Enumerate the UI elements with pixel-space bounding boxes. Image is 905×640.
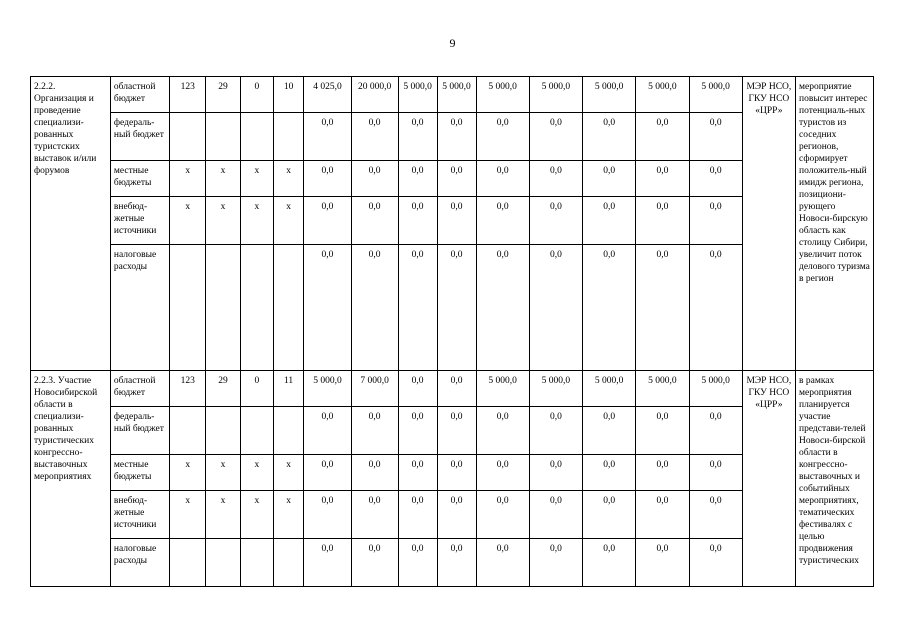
value-cell: 0,0: [304, 245, 351, 371]
value-cell: 0,0: [437, 539, 476, 587]
value-cell: 0,0: [689, 197, 742, 245]
code-cell: [273, 113, 304, 161]
code-cell: 29: [206, 77, 241, 113]
value-cell: 0,0: [398, 539, 437, 587]
value-cell: 5 000,0: [476, 371, 529, 407]
value-cell: 0,0: [636, 539, 689, 587]
value-cell: 0,0: [529, 245, 582, 371]
measure-name: 2.2.2. Организация и проведение специализи-рованных туристских выставок и/или форумов: [31, 77, 111, 371]
value-cell: 0,0: [689, 407, 742, 455]
value-cell: 0,0: [583, 245, 636, 371]
value-cell: 0,0: [689, 455, 742, 491]
budget-table: [30, 76, 874, 587]
code-cell: [240, 245, 273, 371]
code-cell: [240, 113, 273, 161]
value-cell: 0,0: [476, 197, 529, 245]
value-cell: 5 000,0: [529, 77, 582, 113]
value-cell: 0,0: [351, 197, 398, 245]
funding-source: федераль-ный бюджет: [110, 407, 169, 455]
funding-source: местные бюджеты: [110, 455, 169, 491]
value-cell: 0,0: [529, 161, 582, 197]
value-cell: 0,0: [476, 491, 529, 539]
page-number: 9: [449, 36, 456, 50]
value-cell: 0,0: [304, 197, 351, 245]
value-cell: 0,0: [398, 491, 437, 539]
value-cell: 0,0: [636, 245, 689, 371]
code-cell: [170, 407, 206, 455]
code-cell: x: [170, 455, 206, 491]
code-cell: 0: [240, 77, 273, 113]
value-cell: 5 000,0: [437, 77, 476, 113]
code-cell: [240, 407, 273, 455]
value-cell: 0,0: [351, 455, 398, 491]
responsible-executor: МЭР НСО, ГКУ НСО «ЦРР»: [742, 371, 795, 587]
value-cell: 0,0: [437, 245, 476, 371]
value-cell: 0,0: [636, 491, 689, 539]
value-cell: 0,0: [636, 407, 689, 455]
value-cell: 5 000,0: [398, 77, 437, 113]
value-cell: 0,0: [529, 113, 582, 161]
value-cell: 0,0: [636, 161, 689, 197]
code-cell: [206, 407, 241, 455]
value-cell: 4 025,0: [304, 77, 351, 113]
code-cell: x: [206, 455, 241, 491]
code-cell: [273, 245, 304, 371]
value-cell: 0,0: [398, 371, 437, 407]
value-cell: 0,0: [398, 113, 437, 161]
value-cell: 0,0: [304, 407, 351, 455]
value-cell: 0,0: [437, 161, 476, 197]
value-cell: 0,0: [529, 407, 582, 455]
funding-source: налоговые расходы: [110, 245, 169, 371]
code-cell: 11: [273, 371, 304, 407]
value-cell: 0,0: [304, 539, 351, 587]
code-cell: x: [170, 161, 206, 197]
funding-source: федераль-ный бюджет: [110, 113, 169, 161]
code-cell: x: [240, 197, 273, 245]
value-cell: 0,0: [476, 455, 529, 491]
value-cell: 0,0: [529, 197, 582, 245]
value-cell: 0,0: [529, 491, 582, 539]
table-row: [31, 371, 874, 407]
value-cell: 0,0: [583, 491, 636, 539]
value-cell: 0,0: [437, 113, 476, 161]
value-cell: 0,0: [689, 539, 742, 587]
value-cell: 0,0: [437, 455, 476, 491]
funding-source: внебюд-жетные источники: [110, 491, 169, 539]
value-cell: 0,0: [636, 197, 689, 245]
code-cell: x: [240, 491, 273, 539]
value-cell: 0,0: [583, 197, 636, 245]
value-cell: 0,0: [351, 407, 398, 455]
value-cell: 5 000,0: [636, 77, 689, 113]
code-cell: [170, 113, 206, 161]
code-cell: [206, 113, 241, 161]
value-cell: 0,0: [351, 245, 398, 371]
value-cell: 0,0: [476, 113, 529, 161]
code-cell: x: [170, 197, 206, 245]
code-cell: 10: [273, 77, 304, 113]
value-cell: 0,0: [437, 407, 476, 455]
value-cell: 0,0: [636, 455, 689, 491]
code-cell: x: [206, 491, 241, 539]
code-cell: [273, 539, 304, 587]
code-cell: x: [273, 455, 304, 491]
code-cell: 0: [240, 371, 273, 407]
value-cell: 0,0: [351, 113, 398, 161]
value-cell: 0,0: [437, 197, 476, 245]
value-cell: 0,0: [689, 245, 742, 371]
value-cell: 5 000,0: [583, 371, 636, 407]
value-cell: 5 000,0: [583, 77, 636, 113]
funding-source: местные бюджеты: [110, 161, 169, 197]
value-cell: 0,0: [689, 161, 742, 197]
value-cell: 0,0: [689, 113, 742, 161]
code-cell: [206, 245, 241, 371]
value-cell: 5 000,0: [636, 371, 689, 407]
value-cell: 0,0: [583, 161, 636, 197]
value-cell: 0,0: [476, 407, 529, 455]
responsible-executor: МЭР НСО, ГКУ НСО «ЦРР»: [742, 77, 795, 371]
value-cell: 7 000,0: [351, 371, 398, 407]
code-cell: x: [240, 161, 273, 197]
value-cell: 20 000,0: [351, 77, 398, 113]
value-cell: 0,0: [351, 491, 398, 539]
funding-source: налоговые расходы: [110, 539, 169, 587]
code-cell: [170, 539, 206, 587]
value-cell: 5 000,0: [689, 371, 742, 407]
value-cell: 0,0: [304, 491, 351, 539]
table-body: [31, 77, 874, 587]
value-cell: 0,0: [583, 539, 636, 587]
value-cell: 0,0: [398, 197, 437, 245]
code-cell: x: [273, 197, 304, 245]
value-cell: 0,0: [583, 113, 636, 161]
code-cell: [240, 539, 273, 587]
code-cell: 123: [170, 371, 206, 407]
value-cell: 0,0: [398, 455, 437, 491]
code-cell: 123: [170, 77, 206, 113]
table-row: [31, 77, 874, 113]
value-cell: 0,0: [351, 539, 398, 587]
value-cell: 5 000,0: [689, 77, 742, 113]
value-cell: 0,0: [689, 491, 742, 539]
code-cell: x: [240, 455, 273, 491]
code-cell: 29: [206, 371, 241, 407]
value-cell: 0,0: [529, 455, 582, 491]
value-cell: 0,0: [304, 455, 351, 491]
funding-source: областной бюджет: [110, 77, 169, 113]
code-cell: [170, 245, 206, 371]
value-cell: 0,0: [437, 491, 476, 539]
value-cell: 0,0: [529, 539, 582, 587]
value-cell: 5 000,0: [529, 371, 582, 407]
value-cell: 0,0: [636, 113, 689, 161]
value-cell: 0,0: [398, 407, 437, 455]
code-cell: x: [170, 491, 206, 539]
value-cell: 0,0: [304, 113, 351, 161]
value-cell: 5 000,0: [476, 77, 529, 113]
value-cell: 0,0: [476, 539, 529, 587]
value-cell: 0,0: [583, 455, 636, 491]
value-cell: 0,0: [437, 371, 476, 407]
value-cell: 0,0: [398, 161, 437, 197]
funding-source: внебюд-жетные источники: [110, 197, 169, 245]
expected-result: в рамках мероприятия планируется участие представи-телей Новоси-бирской области в конгрессно-выставочных и событийных мероприятиях, тематических фестивалях с целью продвижения туристических: [796, 371, 874, 587]
value-cell: 0,0: [304, 161, 351, 197]
code-cell: [273, 407, 304, 455]
code-cell: [206, 539, 241, 587]
code-cell: x: [206, 161, 241, 197]
value-cell: 0,0: [351, 161, 398, 197]
value-cell: 5 000,0: [304, 371, 351, 407]
value-cell: 0,0: [476, 161, 529, 197]
value-cell: 0,0: [476, 245, 529, 371]
value-cell: 0,0: [398, 245, 437, 371]
value-cell: 0,0: [583, 407, 636, 455]
expected-result: мероприятие повысит интерес потенциаль-ных туристов из соседних регионов, сформирует положитель-ный имидж региона, позициони-рующего Новоси-бирскую область как столицу Сибири, увеличит поток делового туризма в регион: [796, 77, 874, 371]
code-cell: x: [206, 197, 241, 245]
funding-source: областной бюджет: [110, 371, 169, 407]
code-cell: x: [273, 491, 304, 539]
code-cell: x: [273, 161, 304, 197]
measure-name: 2.2.3. Участие Новосибирской области в специализи-рованных туристических конгрессно-выставочных мероприятиях: [31, 371, 111, 587]
